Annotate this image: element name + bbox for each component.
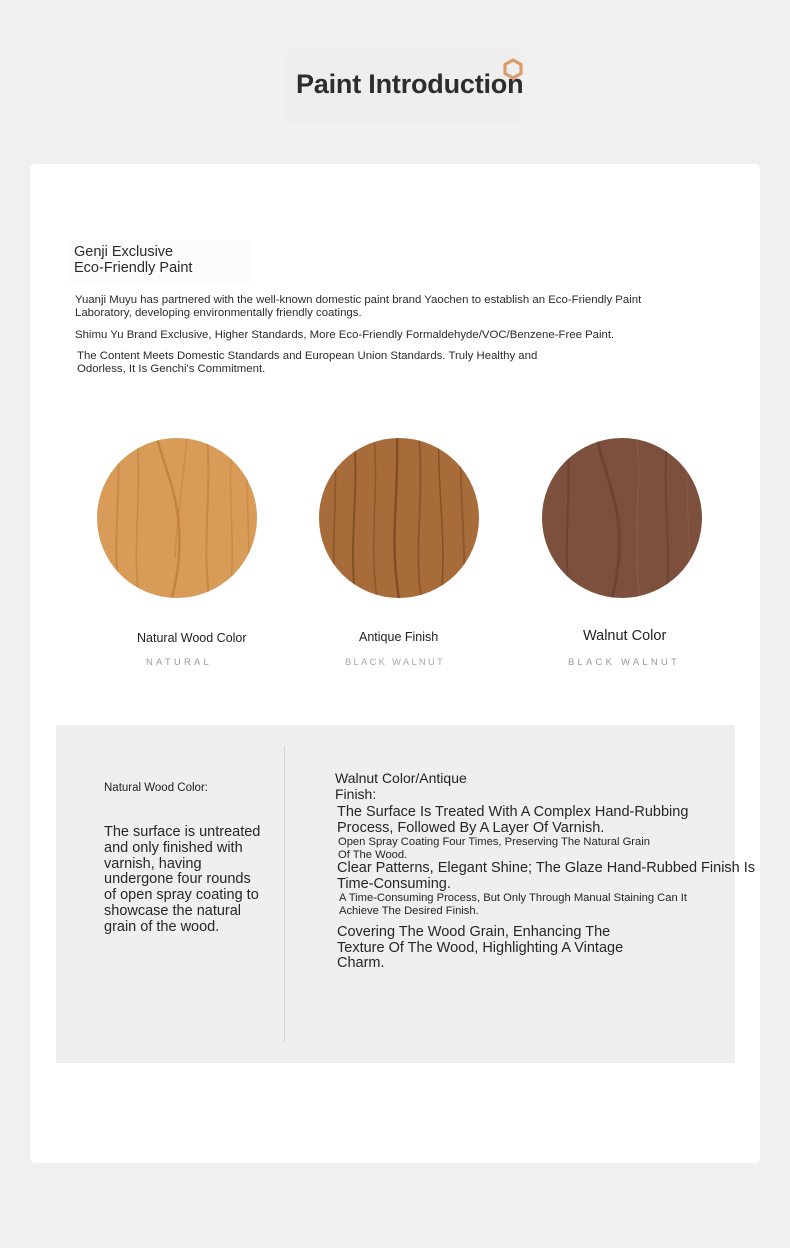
page-title: Paint Introduction <box>296 69 524 99</box>
intro-title <box>74 244 192 276</box>
wood-grain-antique-image <box>319 438 479 598</box>
wood-grain-walnut-image <box>542 438 702 598</box>
content-card <box>30 164 760 1163</box>
swatch-subtitle: BLACK WALNUT <box>345 657 445 668</box>
intro-paragraph: Shimu Yu Brand Exclusive, Higher Standards, More Eco-Friendly Formaldehyde/VOC/Benzene-Free Paint. <box>75 329 615 341</box>
swatch-name: Natural Wood Color <box>137 631 247 645</box>
page-header <box>0 0 790 140</box>
walnut-detail-secondary: A Time-Consuming Process, But Only Through Manual Staining Can It Achieve The Desired Finish. <box>339 892 688 917</box>
natural-wood-label: Natural Wood Color: <box>104 782 208 794</box>
walnut-detail-primary: Clear Patterns, Elegant Shine; The Glaze Hand-Rubbed Finish Is Time-Consuming. <box>337 860 756 892</box>
hexagon-nut-icon <box>502 58 524 80</box>
intro-paragraph: Yuanji Muyu has partnered with the well-known domestic paint brand Yaochen to establish an Eco-Friendly Paint Laboratory, developing environmentally friendly coatings. <box>75 294 642 319</box>
panel-divider <box>284 746 285 1042</box>
swatch-walnut <box>542 438 702 598</box>
finish-details-panel <box>56 725 756 1063</box>
swatch-name: Walnut Color <box>583 628 667 644</box>
walnut-detail-primary: The Surface Is Treated With A Complex Hand-Rubbing Process, Followed By A Layer Of Varnish. <box>337 804 689 836</box>
walnut-antique-heading: Walnut Color/Antique Finish: <box>335 770 467 802</box>
intro-paragraph: The Content Meets Domestic Standards and European Union Standards. Truly Healthy and Odorless, It Is Genchi's Commitment. <box>77 350 538 375</box>
wood-grain-natural-image <box>97 438 257 598</box>
walnut-detail-primary: Covering The Wood Grain, Enhancing The Texture Of The Wood, Highlighting A Vintage Charm. <box>337 924 624 971</box>
walnut-detail-secondary: Open Spray Coating Four Times, Preserving The Natural Grain Of The Wood. <box>338 836 650 861</box>
intro-title-line-1: Genji Exclusive <box>74 244 174 260</box>
swatch-natural-wood <box>97 438 257 598</box>
swatch-name: Antique Finish <box>359 630 439 644</box>
swatch-subtitle: NATURAL <box>146 657 213 668</box>
intro-title-line-2: Eco-Friendly Paint <box>74 260 193 276</box>
swatch-subtitle: BLACK WALNUT <box>568 657 680 668</box>
swatch-antique-finish <box>319 438 479 598</box>
natural-wood-description: The surface is untreated and only finished with varnish, having undergone four rounds of open spray coating to showcase the natural grain of the wood. <box>104 824 261 935</box>
